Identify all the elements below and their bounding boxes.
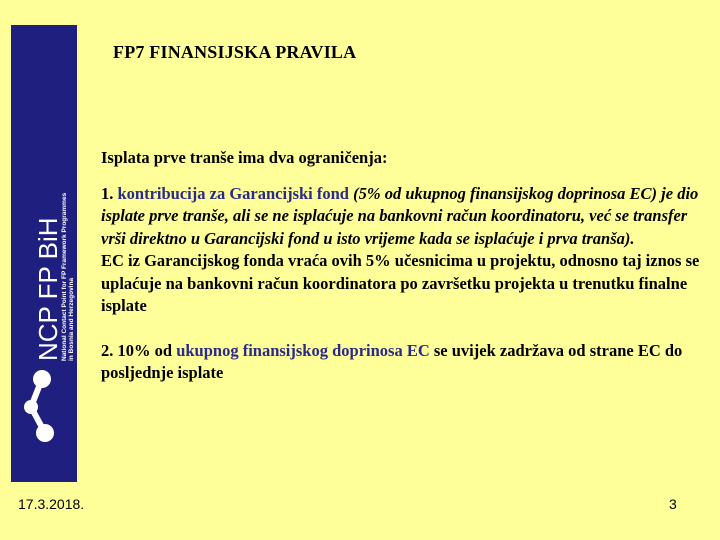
point-1-follow: EC iz Garancijskog fonda vraća ovih 5% učesnicima u projektu, odnosno taj iznos se uplaćuje na bankovni račun koordinatora po završetku projekta u trenutku finalne isplate — [101, 251, 700, 315]
slide-title: FP7 FINANSIJSKA PRAVILA — [113, 42, 357, 62]
slide-content — [101, 147, 713, 385]
logo-sidebar — [11, 25, 77, 482]
footer-date: 17.3.2018. — [18, 496, 85, 512]
page-number: 3 — [669, 496, 677, 512]
ncp-logo-icon — [11, 25, 77, 482]
point-1-lead: kontribucija za Garancijski fond — [117, 183, 349, 203]
point-2-part1: 10% od — [117, 340, 177, 360]
point-2-number: 2. — [101, 340, 118, 360]
point-1-rest: (5% od ukupnog finansijskog doprinosa EC) je dio isplate prve tranše, ali se ne isplaćuje na bankovni račun koordinatoru, već se transfer vrši direktno u Garancijski fond u isto vrijeme kada se isplaćuje i prva tranša). — [101, 183, 699, 248]
point-2 — [101, 340, 713, 385]
spacer — [101, 318, 713, 340]
point-1-number: 1. — [101, 183, 118, 203]
point-2-part2: ukupnog finansijskog doprinosa EC — [176, 340, 430, 360]
point-2-part3: se uvijek zadržava od strane EC do posljednje isplate — [101, 340, 683, 382]
point-1 — [101, 183, 713, 251]
logo-subtext-1: National Contact Point for FP Framework Programmes — [61, 192, 68, 361]
intro-text: Isplata prve tranše ima dva ograničenja: — [101, 148, 388, 167]
logo-text: NCP FP BiH — [33, 217, 63, 361]
logo-subtext-2: in Bosnia and Herzegovina — [68, 277, 75, 361]
